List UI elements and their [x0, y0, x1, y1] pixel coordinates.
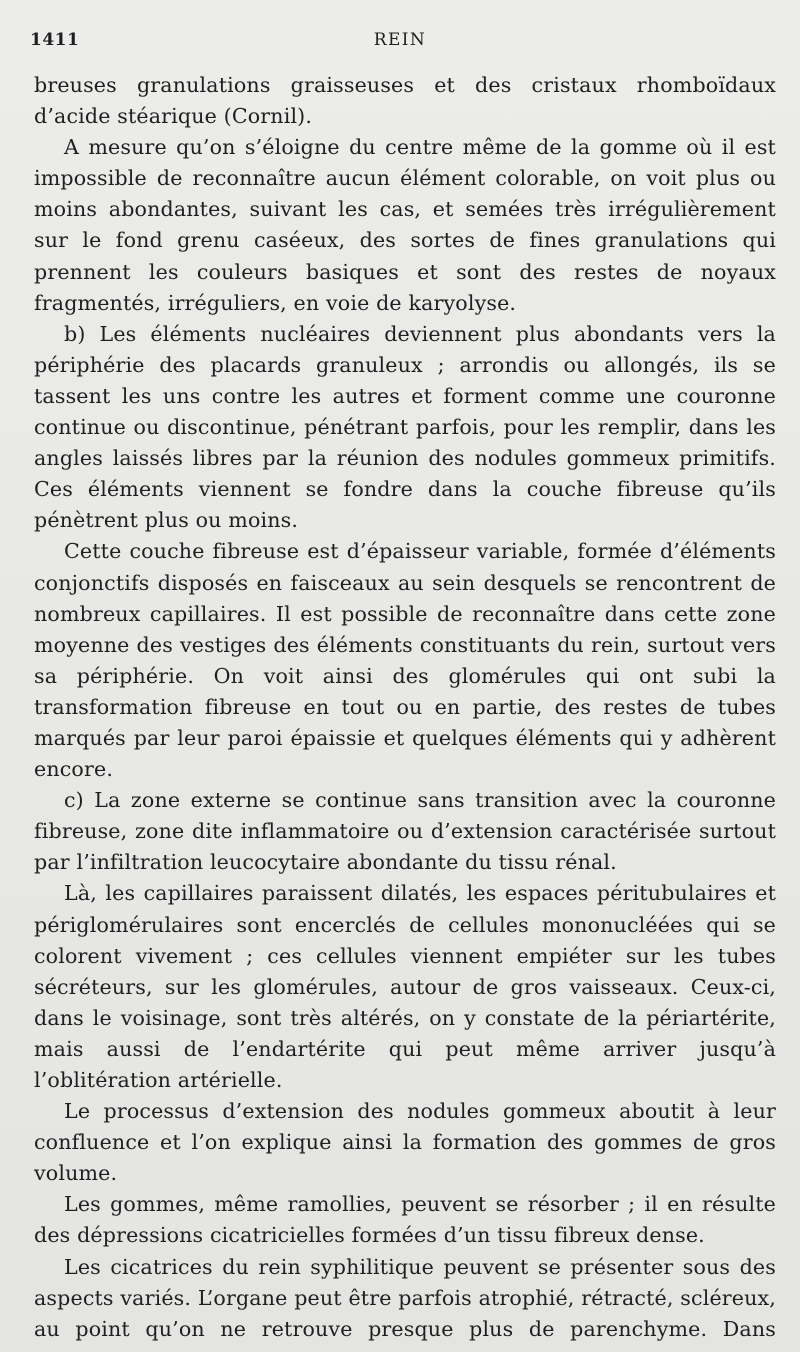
paragraph: Les gommes, même ramollies, peuvent se résorber ; il en résulte des dépressions cicatricielles formées d’un tissu fibreux dense.	[34, 1192, 776, 1248]
running-head: REIN	[373, 30, 427, 50]
page-header	[30, 30, 770, 58]
paragraph: c) La zone externe se continue sans transition avec la couronne fibreuse, zone dite inflammatoire ou d’extension caractérisée surtout par l’infiltration leucocytaire abondante du tissu rénal.	[34, 788, 776, 875]
paragraph: Le processus d’extension des nodules gommeux aboutit à leur confluence et l’on explique ainsi la formation des gommes de gros volume.	[34, 1099, 776, 1186]
paragraph-continuation: breuses granulations graisseuses et des cristaux rhomboïdaux d’acide stéarique (Cornil).	[34, 73, 776, 129]
paragraph: Les cicatrices du rein syphilitique peuvent se présenter sous des aspects variés. L’organe peut être parfois atrophié, rétracté, scléreux, au point qu’on ne retrouve presque plus de parenchyme. Dans	[34, 1254, 776, 1341]
body-text	[34, 70, 776, 1345]
paragraph: Cette couche fibreuse est d’épaisseur variable, formée d’éléments conjonctifs disposés en faisceaux au sein desquels se rencontrent de nombreux capillaires. Il est possible de reconnaître dans cette zone moyenne des vestiges des éléments constituants du rein, surtout vers sa périphérie. On voit ainsi des glomérules qui ont subi la transformation fibreuse en tout ou en partie, des restes de tubes marqués par leur paroi épaissie et quelques éléments qui y adhèrent encore.	[34, 539, 776, 782]
paragraph: b) Les éléments nucléaires deviennent plus abondants vers la périphérie des placards granuleux ; arrondis ou allongés, ils se tassent les uns contre les autres et forment comme une couronne continue ou discontinue, pénétrant parfois, pour les remplir, dans les angles laissés libres par la réunion des nodules gommeux primitifs. Ces éléments viennent se fondre dans la couche fibreuse qu’ils pénètrent plus ou moins.	[34, 321, 776, 533]
paragraph: Là, les capillaires paraissent dilatés, les espaces péritubulaires et périglomérulaires sont encerclés de cellules mononucléées qui se colorent vivement ; ces cellules viennent empiéter sur les tubes sécréteurs, sur les glomérules, autour de gros vaisseaux. Ceux-ci, dans le voisinage, sont très altérés, on y constate de la périartérite, mais aussi de l’endartérite qui peut même arriver jusqu’à l’oblitération artérielle.	[34, 881, 776, 1092]
paragraph: A mesure qu’on s’éloigne du centre même de la gomme où il est impossible de reconnaître aucun élément colorable, on voit plus ou moins abondantes, suivant les cas, et semées très irrégulièrement sur le fond grenu caséeux, des sortes de fines granulations qui prennent les couleurs basiques et sont des restes de noyaux fragmentés, irréguliers, en voie de karyolyse.	[34, 135, 776, 315]
page-number: 1411	[30, 30, 80, 50]
